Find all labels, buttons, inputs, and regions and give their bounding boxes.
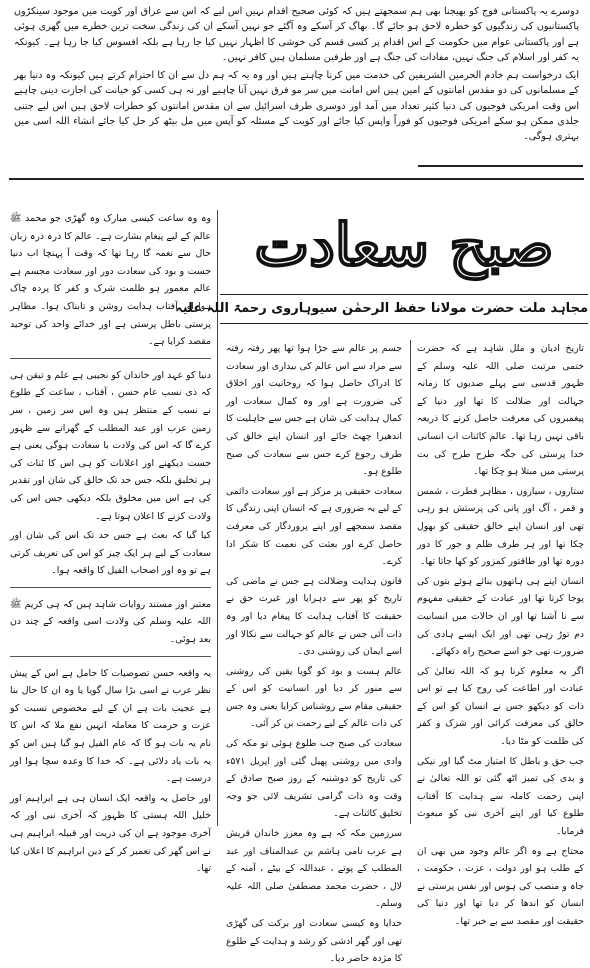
left-paragraph-1: وہ وہ ساعت کیسی مبارک وہ گھڑی جو محمد ﷺ عالم کے لیے پیغام بشارت ہے۔ عالم کا ذرہ ذرہ زبان حال سے نغمہ گا رہا تھا کہ وقت آ پہنچا اب دنیا جست و بود کی سعادت دور اور سعادت مجسم ہے عالم معمور ہو ظلمت شرک و کفر کا پردہ چاک ہوا اور آفتاب ہدایت روشن و تابناک ہوا۔ مظاہر پرستی باطل پرستی ہے اور خدائے واحد کی توحید مقصد کرایا ہے۔ [10,213,211,348]
article-byline: مجاہد ملت حضرت مولانا حفظ الرحمٰن سیوہاروی رحمۃ اللہ علیہ [220,294,588,324]
left-paragraph-5: یہ واقعہ حسن تصوصیات کا حامل ہے اس کے پیش نظر عرب نے اسی بڑا سال گویا یا وہ ان کا حال بنا ہے عجیب بات ہے ان کے لیے مخصوص نسبت کو عزت و حرمت کا معاملہ انہیں نفع ملا کہ اس کا نام یہ بات ہو گا کہ عام الفیل ہو گیا ہیں اس کو یہ بات یاد دلائی ہے۔ کہ خدا کا وعدہ سچا ہوا اور درست ہے۔ [10,667,211,785]
right-paragraph-4: اگر یہ معلوم کرنا ہو کہ اللہ تعالیٰ کی عبادت اور اطاعت کی روح کیا ہے تو اس ذات کو دیکھو جس نے انسان کو اس کے خالق کی معرفت کرائی اور شرک و کفر کی ظلمت کو مٹا دیا۔ [417,665,584,748]
right-paragraph-1: تاریخ ادیان و ملل شاہد ہے کہ حضرت ختمی مرتبت صلی اللہ علیہ وسلم کے ظہور قدسی سے پہلے صدیوں کا زمانہ جہالت اور ضلالت کا تھا اور دنیا کے پیغمبروں کی معرفت حاصل کرنے کا ذریعہ باقی نہیں رہا تھا۔ عالم کائنات اب انسانی خدا پرستی کی جگہ طرح طرح کی بت پرستی میں مبتلا ہو چکا تھا۔ [417,343,584,478]
left-paragraph-2: دنیا کو عہد اور خاندان کو نجیبی ہے علم و تیقن ہی کہ ذی نسب عام حسن ، آفتاب ، ساعت کے طلوع نے نسب کے منتظر ہیں وہ اس سر زمین ، سر زمین عرب اور عبد المطلب کے گھرانے سے ظہور کرے گا کہ اس کی ولادت با سعادت ہوگی یعنی ہے جست دیکھنے اور اعلانات کو ہی اس کا ئنات کی ہر تخلیق بلکہ جس حد تک خالق کی شان اور تقدیر کی ہے اس میں مخلوق بلکہ دیکھی جس اس کی ولادت کرنے کا اعلان ہوتا ہے۔ [10,369,211,522]
left-paragraph-4: معتبر اور مستند روایات شاہد ہیں کہ ہی کریم ﷺ اللہ علیہ وسلم کی ولادت اسی واقعہ کے چند دن بعد ہوئی۔ [10,598,211,646]
mid-paragraph-4: عالم ہست و بود کو گویا یقین کی روشنی سے منور کر دیا اور انسانیت کو اس کے حقیقی مقام سے روشناس کرایا یعنی وہ جس کی ذات عالم کے لیے رحمت بن کر آئی۔ [226,665,402,730]
left-paragraph-6: اور حاصل یہ واقعہ ایک انسان ہی ہے ابراہیم اور خلیل اللہ ہستی کا ظہور کہ آخری نبی اور کہ آخری موجود ہے ان کی ذریت اور قبیلہ ابراہیم ہی نے اس گھر کی تعمیر کر کے دین ابراہیم کا اعلان کیا تھا۔ [10,792,211,875]
right-column [410,340,584,927]
article-title: صبح سعادت [254,211,554,279]
section-divider [9,178,584,180]
mid-paragraph-1: جسم پر عالم سے جڑا ہوا تھا پھر رفتہ رفتہ سے مراد سے اس عالم کی بیداری اور سعادت کا ادراک حاصل ہوا کہ روحانیت اور اخلاق کی ضرورت ہے اور وہ کمال سعادت اور کمال ہدایت کی شان ہے جس سے جاہلیت کا اندھیرا چھٹ جائے اور انسان اپنے خالق کی طرف رجوع کرے جس سے سعادت کی صبح طلوع ہو۔ [226,343,402,478]
right-paragraph-2: ستاروں ، سیاروں ، مظاہر فطرت ، شمس و قمر ، آگ اور پانی کی پرستش ہو رہی تھی اور انسان اپنے خالق حقیقی کو بھول چکا تھا اور ہر طرف ظلم و جور کا دور دورہ تھا اور طاقتور کمزور کو کھا جاتا تھا۔ [417,485,584,568]
mid-paragraph-2: سعادت حقیقی پر مرکز ہے اور سعادت دائمی کے لیے یہ ضروری ہے کہ انسان اپنی زندگی کا مقصد سمجھے اور اپنے پروردگار کی معرفت حاصل کرے اور بعثت کی نعمت کا شکر ادا کرے۔ [226,485,402,568]
top-article [14,4,579,162]
top-paragraph-2: ایک درخواست ہم خادم الحرمین الشریفین کی خدمت میں کرنا چاہتے ہیں اور وہ یہ کہ ہم دل سے ان کا احترام کرتے ہیں کیونکہ وہ دنیا بھر کے مسلمانوں کی دو مقدس امانتوں کے امین ہیں اس امانت میں سر مو فرق نہیں آنا چاہیے اور نہ ہی کسی کو خیانت کی اجازت دینی چاہیے اس وقت امریکی فوجیوں کی دنیا کثیر تعداد میں آمد اور دوسری طرف اسرائیل سے ان مقدس امانتوں کو خطرات لاحق ہیں اس لیے جتنی جلدی ممکن ہو سکے امریکی فوجیوں کو فوراً واپس کیا جائے اور کویت کے مسئلہ کو آپس میں مل بیٹھ کر حل کیا جائے انشاء اللہ اسی میں بہتری ہوگی۔ [14,70,579,143]
left-paragraph-3: کیا گیا کہ بعث ہے جس حد تک اس کی شان اور سعادت کے لیے ہر ایک چیز کو اس کی تعریف کرتی ہے تو وہ اور اصحاب الفیل کا واقعہ ہوا۔ [10,530,211,577]
mid-paragraph-7: خدایا وہ کیسی سعادت اور برکت کی گھڑی تھی اور گھر ادشی کو رشد و ہدایت کے طلوع کا مژدہ حاضر دیا۔ [226,918,402,965]
mid-paragraph-6: سرزمین مکہ کہ ہے وہ معزز خاندان قریش ہے عرب نامی ہاشم بن عبدالمناف اور عبد المطلب کے پوتے ، عبداللہ کے بیٹے ، آمنہ کے لال ، حضرت محمد مصطفیٰ صلی اللہ علیہ وسلم۔ [226,828,402,910]
top-paragraph-1: دوسرے یہ پاکستانی فوج کو بھیجنا بھی ہم سمجھتے ہیں کہ کوئی صحیح اقدام نہیں اس لیے کہ اس سے عراق اور کویت میں موجود سینکڑوں پاکستانیوں کی زندگیوں کو خطرہ لاحق ہو جائے گا۔ بھاگ کر آسکے وہ آگئے جو نہیں آسکے ان کی زندگی سخت ترین خطرے میں گھری ہوئی ہے اور پاکستانی عوام میں حکومت کے اس اقدام پر کسی قسم کی خوشی کا اظہار نہیں کیا جا رہا ہے بلکہ افسوس کیا جا رہا ہے۔ کیونکہ یہ کفر اور اسلام کی جنگ نہیں، مفادات کی جنگ ہے اور طرفین مسلمان ہیں کافر نہیں۔ [14,6,579,63]
column-separator [10,358,211,359]
right-paragraph-6: محتاج ہے وہ اگر عالم وجود میں بھی ان کے طلب ہو اور دولت ، عزت ، حکومت ، جاہ و منصب کی ہوس اور نفس پرستی نے انسان کو اندھا کر دیا تھا اور دنیا کی حقیقت اور مقصد سے بے خبر تھا۔ [417,845,584,927]
article-header [175,190,588,330]
column-separator [10,656,211,657]
right-paragraph-5: جب حق و باطل کا امتیاز مٹ گیا اور نیکی و بدی کی تمیز اٹھ گئی تو اللہ تعالیٰ نے اپنی رحمت کاملہ سے ہدایت کا آفتاب طلوع کیا اور اپنے آخری نبی کو مبعوث فرمایا۔ [417,755,584,838]
column-separator [10,587,211,588]
middle-column [226,340,402,965]
mid-paragraph-5: سعادت کی صبح جب طلوع ہوئی تو مکہ کی وادی میں روشنی پھیل گئی اور اپریل ۵۷۱ء کی تاریخ کو دوشنبہ کے روز صبح صادق کے وقت وہ ذات گرامی تشریف لائی جو وجہ تخلیق کائنات ہے۔ [226,738,402,820]
right-paragraph-3: انسان اپنے ہی ہاتھوں بنائے ہوئے بتوں کی پوجا کرتا تھا اور عبادت کے حقیقی مفہوم سے نا آشنا تھا اور ان حالات میں انسانیت دم توڑ رہی تھی اور ایک ایسے ہادی کی ضرورت تھی جو اسے صحیح راہ دکھائے۔ [417,575,584,658]
mid-paragraph-3: قانون ہدایت وضلالت ہے جس نے ماضی کی تاریخ کو پھر سے دہرایا اور غیرت حق نے حقیقت کا آفتاب ہدایت کا پیغام دیا اور وہ ذات آئی جس نے عالم کو جہالت سے نکالا اور اسے ایمان کی روشنی دی۔ [226,575,402,658]
section-divider-short [418,165,583,167]
